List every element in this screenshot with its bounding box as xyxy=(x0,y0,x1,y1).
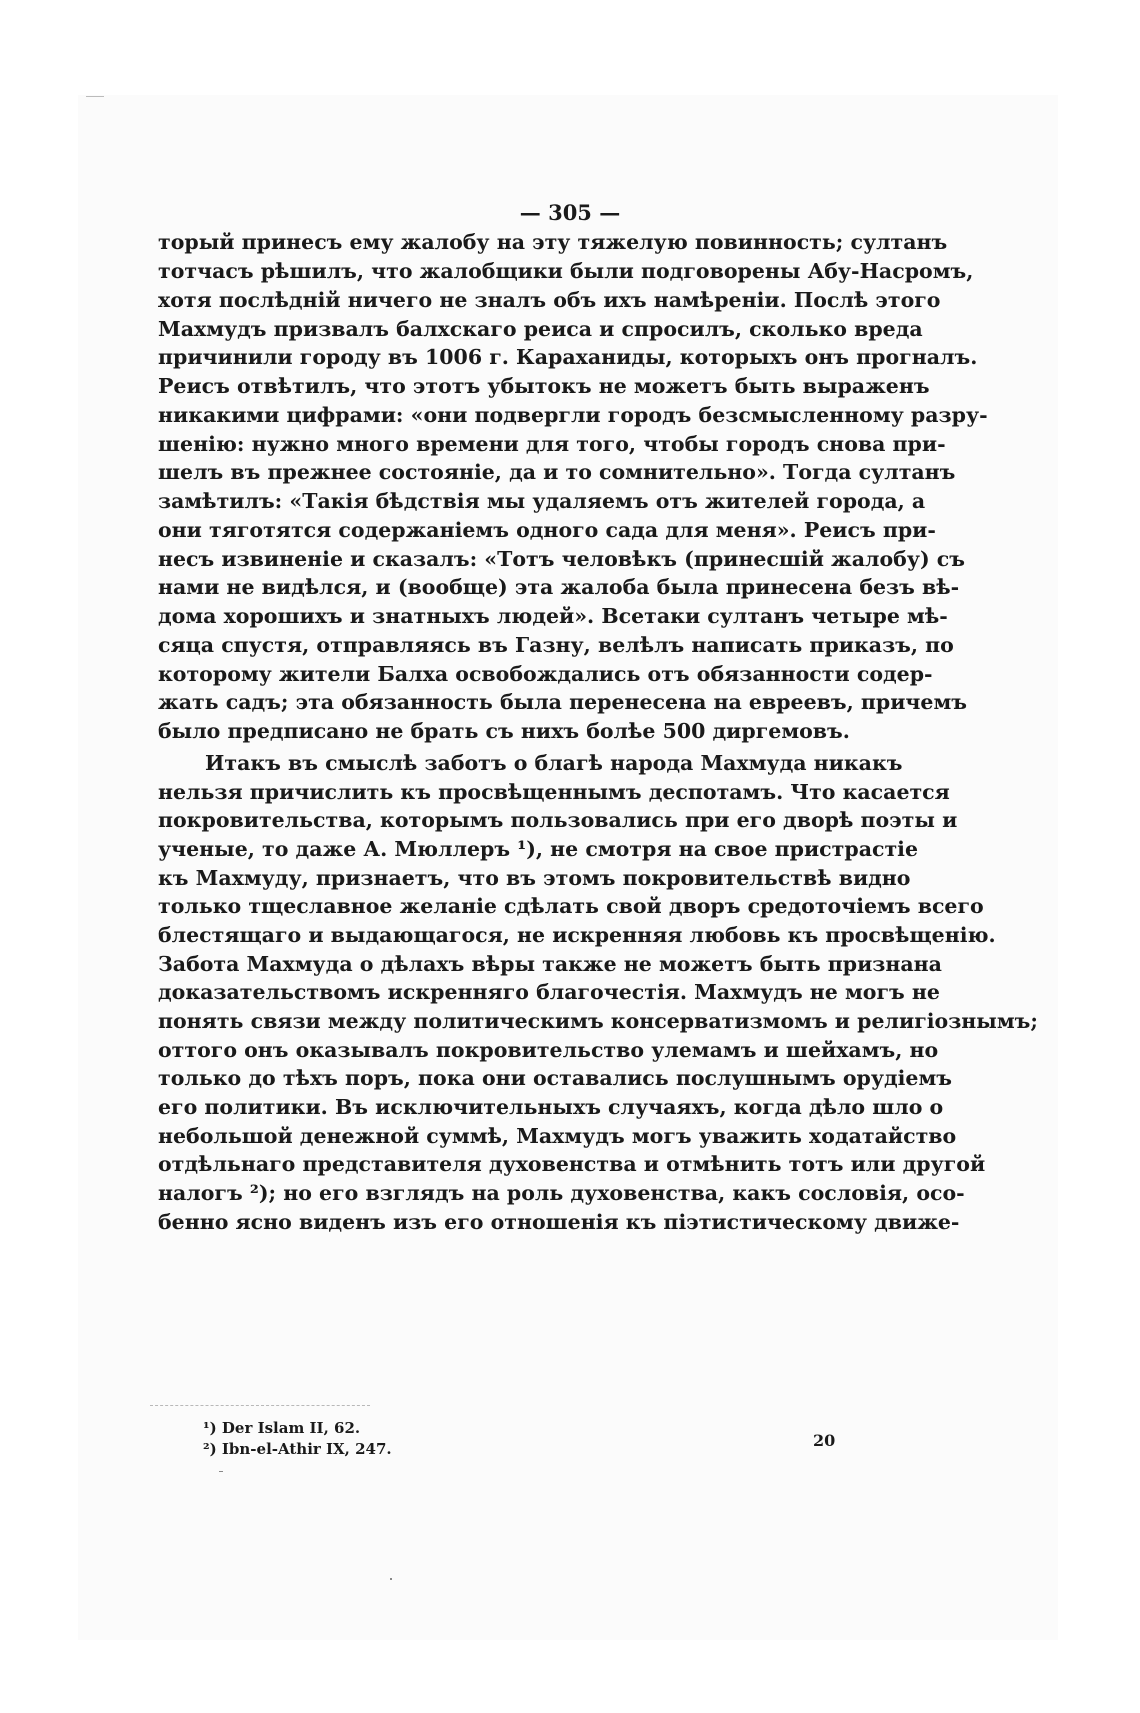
paragraph-1-line: хотя послѣднiй ничего не зналъ объ ихъ намѣренiи. Послѣ этого xyxy=(158,288,941,312)
paragraph-1-line: они тяготятся содержанiемъ одного сада для меня». Реисъ при- xyxy=(158,518,936,542)
page-number: — 305 — xyxy=(519,200,621,225)
scan-speck xyxy=(390,1578,392,1580)
paragraph-2-line: оттого онъ оказывалъ покровительство улемамъ и шейхамъ, но xyxy=(158,1038,939,1062)
paragraph-2-line: налогъ ²); но его взглядъ на роль духовенства, какъ сословiя, осо- xyxy=(158,1181,965,1205)
paragraph-2-line: нельзя причислить къ просвѣщеннымъ деспотамъ. Что касается xyxy=(158,780,950,804)
paragraph-2-line: отдѣльнаго представителя духовенства и отмѣнить тотъ или другой xyxy=(158,1152,986,1176)
paragraph-2-line: къ Махмуду, признаетъ, что въ этомъ покровительствѣ видно xyxy=(158,866,911,890)
paragraph-1-line: несъ извиненiе и сказалъ: «Тотъ человѣкъ (принесшiй жалобу) съ xyxy=(158,547,965,571)
paragraph-1-line: тотчасъ рѣшилъ, что жалобщики были подговорены Абу-Насромъ, xyxy=(158,259,974,283)
paragraph-2-line: небольшой денежной суммѣ, Махмудъ могъ уважить ходатайство xyxy=(158,1124,957,1148)
paragraph-1-line: замѣтилъ: «Такiя бѣдствiя мы удаляемъ отъ жителей города, а xyxy=(158,489,926,513)
paragraph-1-line: никакими цифрами: «они подвергли городъ безсмысленному разру- xyxy=(158,403,988,427)
paragraph-1-line: дома хорошихъ и знатныхъ людей». Всетаки султанъ четыре мѣ- xyxy=(158,604,948,628)
paragraph-1-line: Махмудъ призвалъ балхскаго реиса и спросилъ, сколько вреда xyxy=(158,317,923,341)
scan-mark xyxy=(86,96,104,97)
paragraph-1-line: Реисъ отвѣтилъ, что этотъ убытокъ не можетъ быть выраженъ xyxy=(158,374,930,398)
paragraph-1-line: нами не видѣлся, и (вообще) эта жалоба была принесена безъ вѣ- xyxy=(158,575,960,599)
footnote-separator xyxy=(150,1405,370,1406)
footnote: ²) Ibn-el-Athir IX, 247. xyxy=(203,1440,392,1458)
paragraph-2-line: ученые, то даже А. Мюллеръ ¹), не смотря на свое пристрастiе xyxy=(158,837,918,861)
scan-speck xyxy=(219,1471,223,1472)
paragraph-2-line: покровительства, которымъ пользовались при его дворѣ поэты и xyxy=(158,808,958,832)
paragraph-2-line: только до тѣхъ поръ, пока они оставались послушнымъ орудiемъ xyxy=(158,1066,952,1090)
paragraph-1-line: которому жители Балха освобождались отъ обязанности содер- xyxy=(158,662,933,686)
paragraph-2-line: бенно ясно виденъ изъ его отношенiя къ пiэтистическому движе- xyxy=(158,1210,960,1234)
paragraph-1-line: шенiю: нужно много времени для того, чтобы городъ снова при- xyxy=(158,432,946,456)
paragraph-2-line: его политики. Въ исключительныхъ случаяхъ, когда дѣло шло о xyxy=(158,1095,944,1119)
paragraph-2-line: Итакъ въ смыслѣ заботъ о благѣ народа Махмуда никакъ xyxy=(205,751,903,775)
paragraph-1-line: причинили городу въ 1006 г. Караханиды, которыхъ онъ прогналъ. xyxy=(158,345,978,369)
paragraph-1-line: было предписано не брать съ нихъ болѣе 500 диргемовъ. xyxy=(158,719,850,743)
paragraph-2-line: только тщеславное желанiе сдѣлать свой дворъ средоточiемъ всего xyxy=(158,894,984,918)
paragraph-1-line: шелъ въ прежнее состоянiе, да и то сомнительно». Тогда султанъ xyxy=(158,460,956,484)
paragraph-2-line: Забота Махмуда о дѣлахъ вѣры также не можетъ быть признана xyxy=(158,952,942,976)
paragraph-2-line: понять связи между политическимъ консерватизмомъ и религiознымъ; xyxy=(158,1009,1038,1033)
paragraph-1-line: сяца спустя, отправляясь въ Газну, велѣлъ написать приказъ, по xyxy=(158,633,954,657)
paragraph-1-line: жать садъ; эта обязанность была перенесена на евреевъ, причемъ xyxy=(158,690,967,714)
footnote: ¹) Der Islam II, 62. xyxy=(203,1419,361,1437)
paragraph-2-line: доказательствомъ искренняго благочестiя. Махмудъ не могъ не xyxy=(158,980,940,1004)
printer-signature: 20 xyxy=(813,1431,836,1450)
paragraph-2-line: блестящаго и выдающагося, не искренняя любовь къ просвѣщенiю. xyxy=(158,923,996,947)
paragraph-1-line: торый принесъ ему жалобу на эту тяжелую повинность; султанъ xyxy=(158,230,948,254)
